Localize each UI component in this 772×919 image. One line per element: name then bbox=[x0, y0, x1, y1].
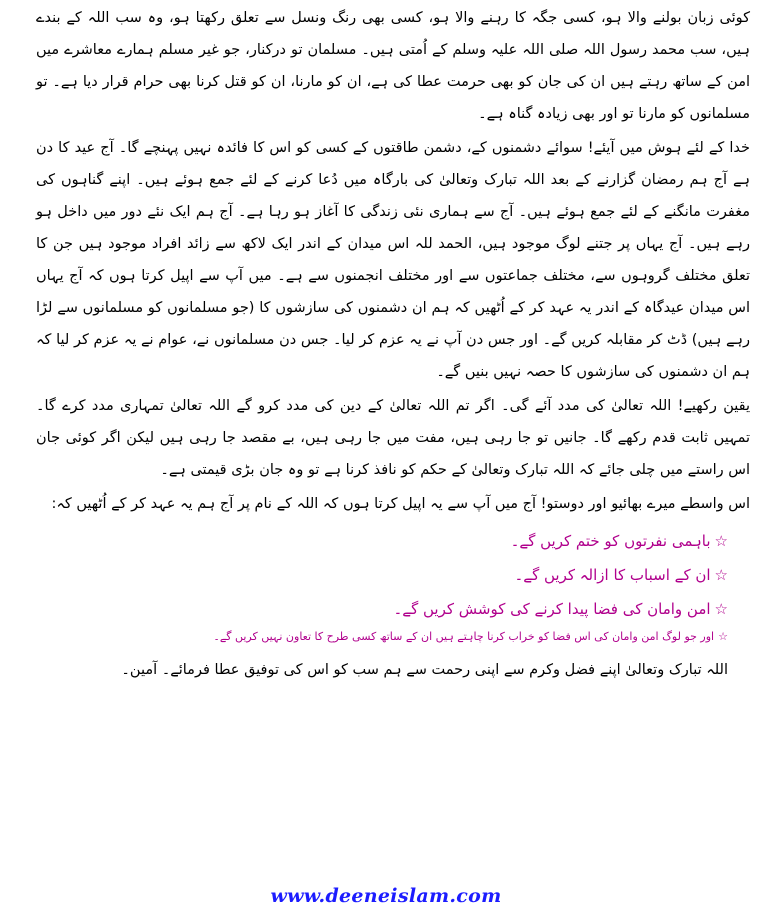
closing-prayer: اللہ تبارک وتعالیٰ اپنے فضل وکرم سے اپنی رحمت سے ہم سب کو اس کی توفیق عطا فرمائے۔ آمین۔ bbox=[121, 662, 728, 678]
paragraph-4: اس واسطے میرے بھائیو اور دوستو! آج میں آپ سے یہ اپیل کرتا ہوں کہ اللہ کے نام پر آج ہم یہ عہد کر کے اُٹھیں کہ: bbox=[51, 496, 750, 512]
pledge-text: اور جو لوگ امن وامان کی اس فضا کو خراب کرنا چاہتے ہیں ان کے ساتھ کسی طرح کا تعاون نہیں کریں گے۔ bbox=[213, 630, 715, 643]
star-icon: ☆ bbox=[718, 630, 728, 643]
paragraph-3: یقین رکھیے! اللہ تعالیٰ کی مدد آئے گی۔ اگر تم اللہ تعالیٰ کے دین کی مدد کرو گے اللہ تعالیٰ تمہاری مدد کرے گا۔ تمہیں ثابت قدم رکھے گا۔ جانیں تو جا رہی ہیں، مفت میں جا رہی ہیں، بے مقصد جا رہی ہیں لیکن اگر کوئی جان اس راستے میں چلی جائے کہ اللہ تبارک وتعالیٰ کے حکم کو نافذ کرنا ہے تو وہ جان بڑی قیمتی ہے۔ bbox=[36, 398, 750, 478]
website-link[interactable]: www.deeneislam.com bbox=[270, 885, 502, 907]
pledge-item bbox=[36, 592, 728, 626]
pledge-item bbox=[36, 558, 728, 592]
pledge-text: ان کے اسباب کا ازالہ کریں گے۔ bbox=[514, 566, 711, 584]
star-icon: ☆ bbox=[714, 532, 728, 550]
star-icon: ☆ bbox=[714, 566, 728, 584]
star-icon: ☆ bbox=[714, 600, 728, 618]
pledge-item bbox=[36, 524, 728, 558]
pledge-text: امن وامان کی فضا پیدا کرنے کی کوشش کریں گے۔ bbox=[393, 600, 711, 618]
paragraph-1: کوئی زبان بولنے والا ہو، کسی جگہ کا رہنے والا ہو، کسی بھی رنگ ونسل سے تعلق رکھتا ہو، وہ سب اللہ کے بندے ہیں، سب محمد رسول اللہ صلی اللہ علیہ وسلم کے اُمتی ہیں۔ مسلمان تو درکنار، جو غیر مسلم ہمارے معاشرے میں امن کے ساتھ رہتے ہیں ان کی جان کو بھی حرمت عطا کی ہے، ان کو مارنا، ان کو قتل کرنا بھی حرام قرار دیا ہے۔ تو مسلمانوں کو مارنا تو اور بھی زیادہ گناہ ہے۔ bbox=[36, 10, 750, 122]
pledge-item bbox=[36, 626, 728, 648]
paragraph-2: خدا کے لئے ہوش میں آیئے! سوائے دشمنوں کے، دشمن طاقتوں کے کسی کو اس کا فائدہ نہیں پہنچے گا۔ آج عید کا دن ہے آج ہم رمضان گزارنے کے بعد اللہ تبارک وتعالیٰ کی بارگاہ میں دُعا کرنے کے لئے جمع ہوئے ہیں۔ اپنے گناہوں کی مغفرت مانگنے کے لئے جمع ہوئے ہیں۔ آج سے ہماری نئی زندگی کا آغاز ہو رہا ہے۔ آج ہم ایک نئے دور میں داخل ہو رہے ہیں۔ آج یہاں پر جتنے لوگ موجود ہیں، الحمد للہ اس میدان کے اندر ایک لاکھ سے زائد افراد موجود ہیں جن کا تعلق مختلف گروہوں سے، مختلف جماعتوں سے اور مختلف انجمنوں سے ہے۔ میں آپ سے اپیل کرتا ہوں کہ آج یہاں اس میدان عیدگاہ کے اندر یہ عہد کر کے اُٹھیں کہ ہم ان دشمنوں کی سازشوں کا (جو مسلمانوں کو مسلمانوں سے لڑا رہے ہیں) ڈٹ کر مقابلہ کریں گے۔ اور جس دن آپ نے یہ عزم کر لیا۔ جس دن مسلمانوں نے، عوام نے یہ عزم کر لیا کہ ہم ان دشمنوں کی سازشوں کا حصہ نہیں بنیں گے۔ bbox=[36, 140, 750, 380]
pledge-list bbox=[36, 524, 750, 648]
pledge-text: باہمی نفرتوں کو ختم کریں گے۔ bbox=[510, 532, 711, 550]
